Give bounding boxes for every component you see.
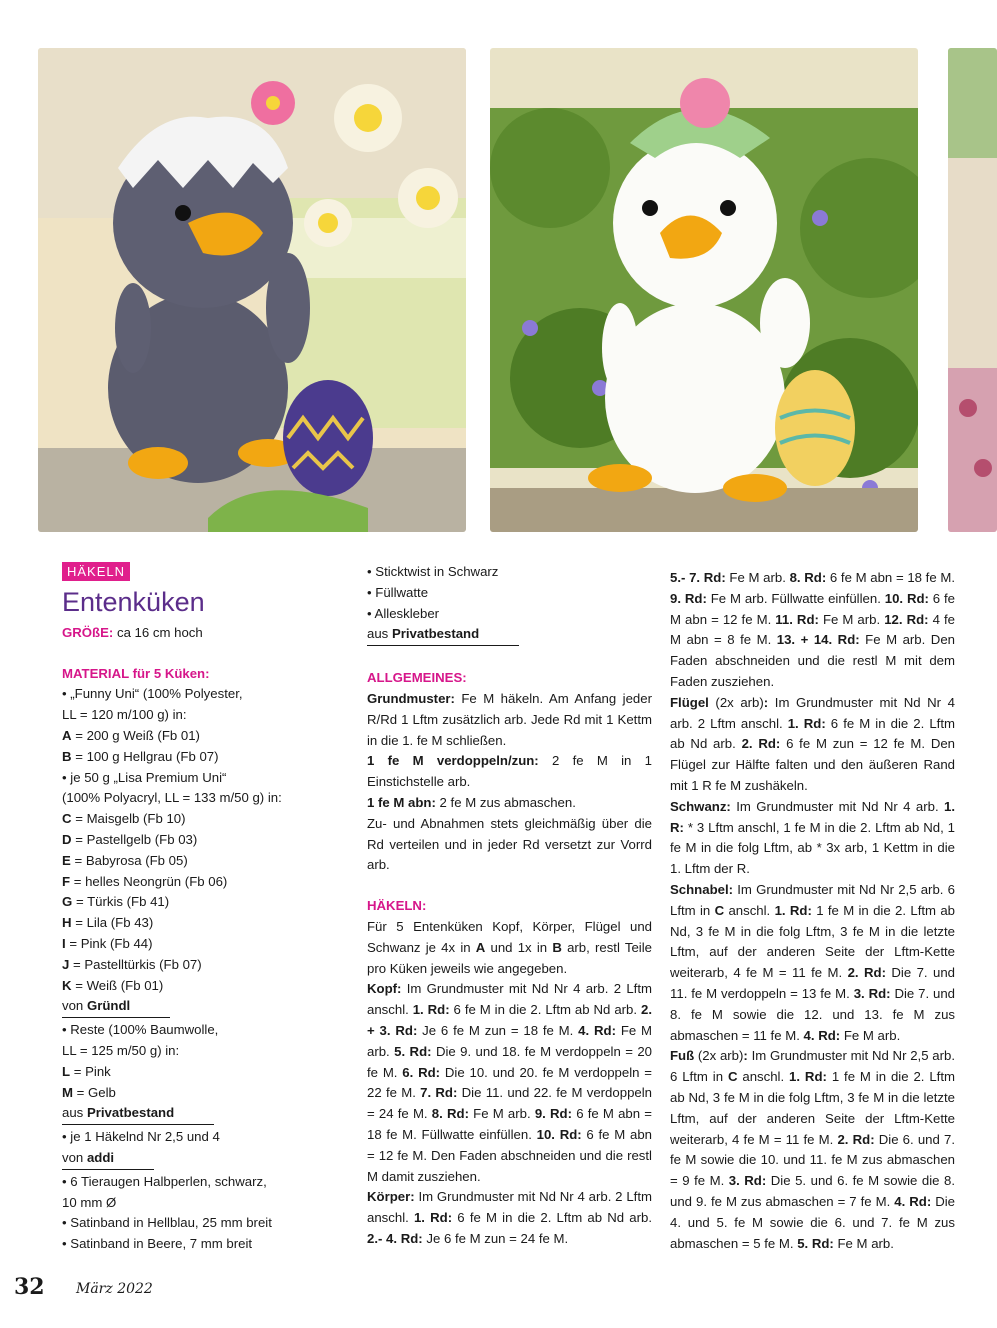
yarn2-line-2: (100% Polyacryl, LL = 133 m/50 g) in: bbox=[62, 790, 282, 806]
color-item: F = helles Neongrün (Fb 06) bbox=[62, 873, 228, 889]
zu-abnahmen-paragraph: Zu- und Abnahmen stets gleichmäßig über die Rd verteilen und in jeder Rd versetzt zur Vorrd arb. bbox=[367, 815, 652, 873]
fluegel-paragraph: Flügel (2x arb): Im Grundmuster mit Nd Nr 4 arb. 2 Lftm anschl. 1. Rd: 6 fe M in die 2. Lftm ab Nd arb. 2. Rd: 6 fe M zun = 12 fe M. Den Flügel zur Hälfte falten und den äußeren Rand mit 1 R fe M zushäkeln. bbox=[670, 694, 956, 793]
grundmuster-paragraph: Grundmuster: Fe M häkeln. Am Anfang jeder R/Rd 1 Lftm zusätzlich arb. Jede Rd mit 1 Kettm in die 1. fe M schließen. bbox=[367, 690, 652, 748]
koerper-continued-paragraph: 5.- 7. Rd: Fe M arb. 8. Rd: 6 fe M abn = 18 fe M. 9. Rd: Fe M arb. Füllwatte einfüllen. 10. Rd: 6 fe M abn = 12 fe M. 11. Rd: Fe M arb. 12. Rd: 4 fe M abn = 8 fe M. 13. + 14. Rd: Fe M arb. Den Faden abschneiden und die restl M mit dem Faden zusziehen. bbox=[670, 570, 956, 689]
color-item: J = Pastelltürkis (Fb 07) bbox=[62, 956, 202, 972]
fuss-paragraph: Fuß (2x arb): Im Grundmuster mit Nd Nr 2,5 arb. 6 Lftm in C anschl. 1. Rd: 1 fe M in die 2. Lftm ab Nd, 3 fe M in die folg Lftm, 3 fe M in die letzte Lftm, auf der anderen Seite der Lftm-Kette weiterarb, 4 fe M = 11 fe M. 2. Rd: Die 6. und 7. fe M sowie die 10. und 11. fe M zus abmaschen = 9 fe M. 3. Rd: Die 5. und 6. fe M sowie die 8. und 9. fe M zus abmaschen = 7 fe M. 4. Rd: Die 4. und 5. fe M sowie die 6. und 7. fe M zus abmaschen = 5 fe M. 5. Rd: Fe M arb. bbox=[670, 1048, 956, 1251]
page-number: 32 bbox=[14, 1274, 45, 1300]
color-item: B = 100 g Hellgrau (Fb 07) bbox=[62, 748, 219, 764]
source-gruendl: von Gründl bbox=[62, 996, 170, 1018]
schwanz-paragraph: Schwanz: Im Grundmuster mit Nd Nr 4 arb. 1. R: * 3 Lftm anschl, 1 fe M in die 2. Lftm ab Nd, 1 fe M in die folg Lftm, ab * 3x arb, 1 Kettm in die 1. Lftm der R. bbox=[670, 798, 955, 877]
source-addi: von addi bbox=[62, 1148, 154, 1170]
color-item: C = Maisgelb (Fb 10) bbox=[62, 811, 186, 827]
list-item: • Sticktwist in Schwarz bbox=[367, 564, 499, 579]
kopf-paragraph: Kopf: Im Grundmuster mit Nd Nr 4 arb. 2 Lftm anschl. 1. Rd: 6 fe M in die 2. Lftm ab Nd arb. 2. + 3. Rd: Je 6 fe M zun = 18 fe M. 4. Rd: Fe M arb. 5. Rd: Die 9. und 18. fe M verdoppeln = 20 fe M. 6. Rd: Die 10. und 20. fe M verdoppeln = 22 fe M. 7. Rd: Die 11. und 22. fe M verdoppeln = 24 fe M. 8. Rd: Fe M arb. 9. Rd: 6 fe M abn = 18 fe M. Füllwatte einfüllen. 10. Rd: 6 fe M abn = 12 fe M. Den Faden abschneiden und die restl M damit zusziehen. bbox=[367, 981, 653, 1184]
verdoppeln-paragraph: 1 fe M verdoppeln/zun: 2 fe M in 1 Einstichstelle arb. bbox=[367, 753, 652, 790]
color-item: G = Türkis (Fb 41) bbox=[62, 894, 170, 910]
yarn2-line-1: • je 50 g „Lisa Premium Uni“ bbox=[62, 769, 227, 785]
allgemeines-heading: ALLGEMEINES: bbox=[367, 670, 467, 686]
photo-white-duckling bbox=[490, 48, 918, 532]
hook-line: • je 1 Häkelnd Nr 2,5 und 4 bbox=[62, 1129, 220, 1145]
size-label: GRÖßE: bbox=[62, 624, 114, 640]
extra-item: • Satinband in Hellblau, 25 mm breit bbox=[62, 1215, 272, 1231]
source-privatbestand-2: aus Privatbestand bbox=[367, 624, 519, 646]
intro-paragraph: Für 5 Entenküken Kopf, Körper, Flügel und Schwanz je 4x in A und 1x in B arb, restl Teile pro Küken jeweils wie angegeben. bbox=[367, 918, 652, 976]
size-value: ca 16 cm hoch bbox=[116, 624, 203, 640]
extra-item: • Satinband in Beere, 7 mm breit bbox=[62, 1236, 253, 1252]
section-tag: HÄKELN bbox=[62, 562, 130, 581]
color-item: D = Pastellgelb (Fb 03) bbox=[62, 831, 198, 847]
list-item: • Füllwatte bbox=[367, 584, 429, 600]
photo-grey-duckling bbox=[38, 48, 466, 532]
color-item: E = Babyrosa (Fb 05) bbox=[62, 852, 188, 868]
color-item: L = Pink bbox=[62, 1063, 111, 1079]
yarn1-line-2: LL = 120 m/100 g) in: bbox=[62, 707, 187, 723]
list-item: • Alleskleber bbox=[367, 605, 440, 621]
issue-date: März 2022 bbox=[76, 1281, 153, 1297]
color-item: M = Gelb bbox=[62, 1084, 116, 1100]
column-1 bbox=[62, 562, 354, 1255]
extra-item: • 6 Tieraugen Halbperlen, schwarz, bbox=[62, 1173, 267, 1189]
column-2 bbox=[367, 562, 652, 1250]
yarn1-line-1: • „Funny Uni“ (100% Polyester, bbox=[62, 686, 243, 702]
color-item: A = 200 g Weiß (Fb 01) bbox=[62, 727, 200, 743]
photo-partial-right bbox=[948, 48, 997, 532]
size-line bbox=[62, 623, 354, 644]
yarn3-line-2: LL = 125 m/50 g) in: bbox=[62, 1042, 180, 1058]
color-item: H = Lila (Fb 43) bbox=[62, 915, 154, 931]
column-3 bbox=[670, 568, 955, 1254]
schnabel-paragraph: Schnabel: Im Grundmuster mit Nd Nr 2,5 arb. 6 Lftm in C anschl. 1. Rd: 1 fe M in die 2. Lftm ab Nd, 3 fe M in die folg Lftm, 3 fe M in die letzte Lftm, auf der anderen Seite der Lftm-Kette weiterarb, 4 fe M = 11 fe M. 2. Rd: Die 7. und 11. fe M verdoppeln = 13 fe M. 3. Rd: Die 7. und 8. fe M sowie die 12. und 13. fe M zus abmaschen = 11 fe M. 4. Rd: Fe M arb. bbox=[670, 881, 956, 1043]
color-item: K = Weiß (Fb 01) bbox=[62, 977, 164, 993]
abn-paragraph: 1 fe M abn: 2 fe M zus abmaschen. bbox=[367, 794, 576, 810]
color-item: I = Pink (Fb 44) bbox=[62, 935, 153, 951]
page-title: Entenküken bbox=[62, 586, 205, 617]
haekeln-heading: HÄKELN: bbox=[367, 898, 427, 914]
koerper-paragraph: Körper: Im Grundmuster mit Nd Nr 4 arb. 2 Lftm anschl. 1. Rd: 6 fe M in die 2. Lftm ab Nd arb. 2.- 4. Rd: Je 6 fe M zun = 24 fe M. bbox=[367, 1189, 652, 1246]
extra-item: 10 mm Ø bbox=[62, 1194, 117, 1210]
material-heading: MATERIAL für 5 Küken: bbox=[62, 665, 210, 681]
yarn3-line-1: • Reste (100% Baumwolle, bbox=[62, 1022, 219, 1038]
source-privatbestand: aus Privatbestand bbox=[62, 1103, 214, 1125]
